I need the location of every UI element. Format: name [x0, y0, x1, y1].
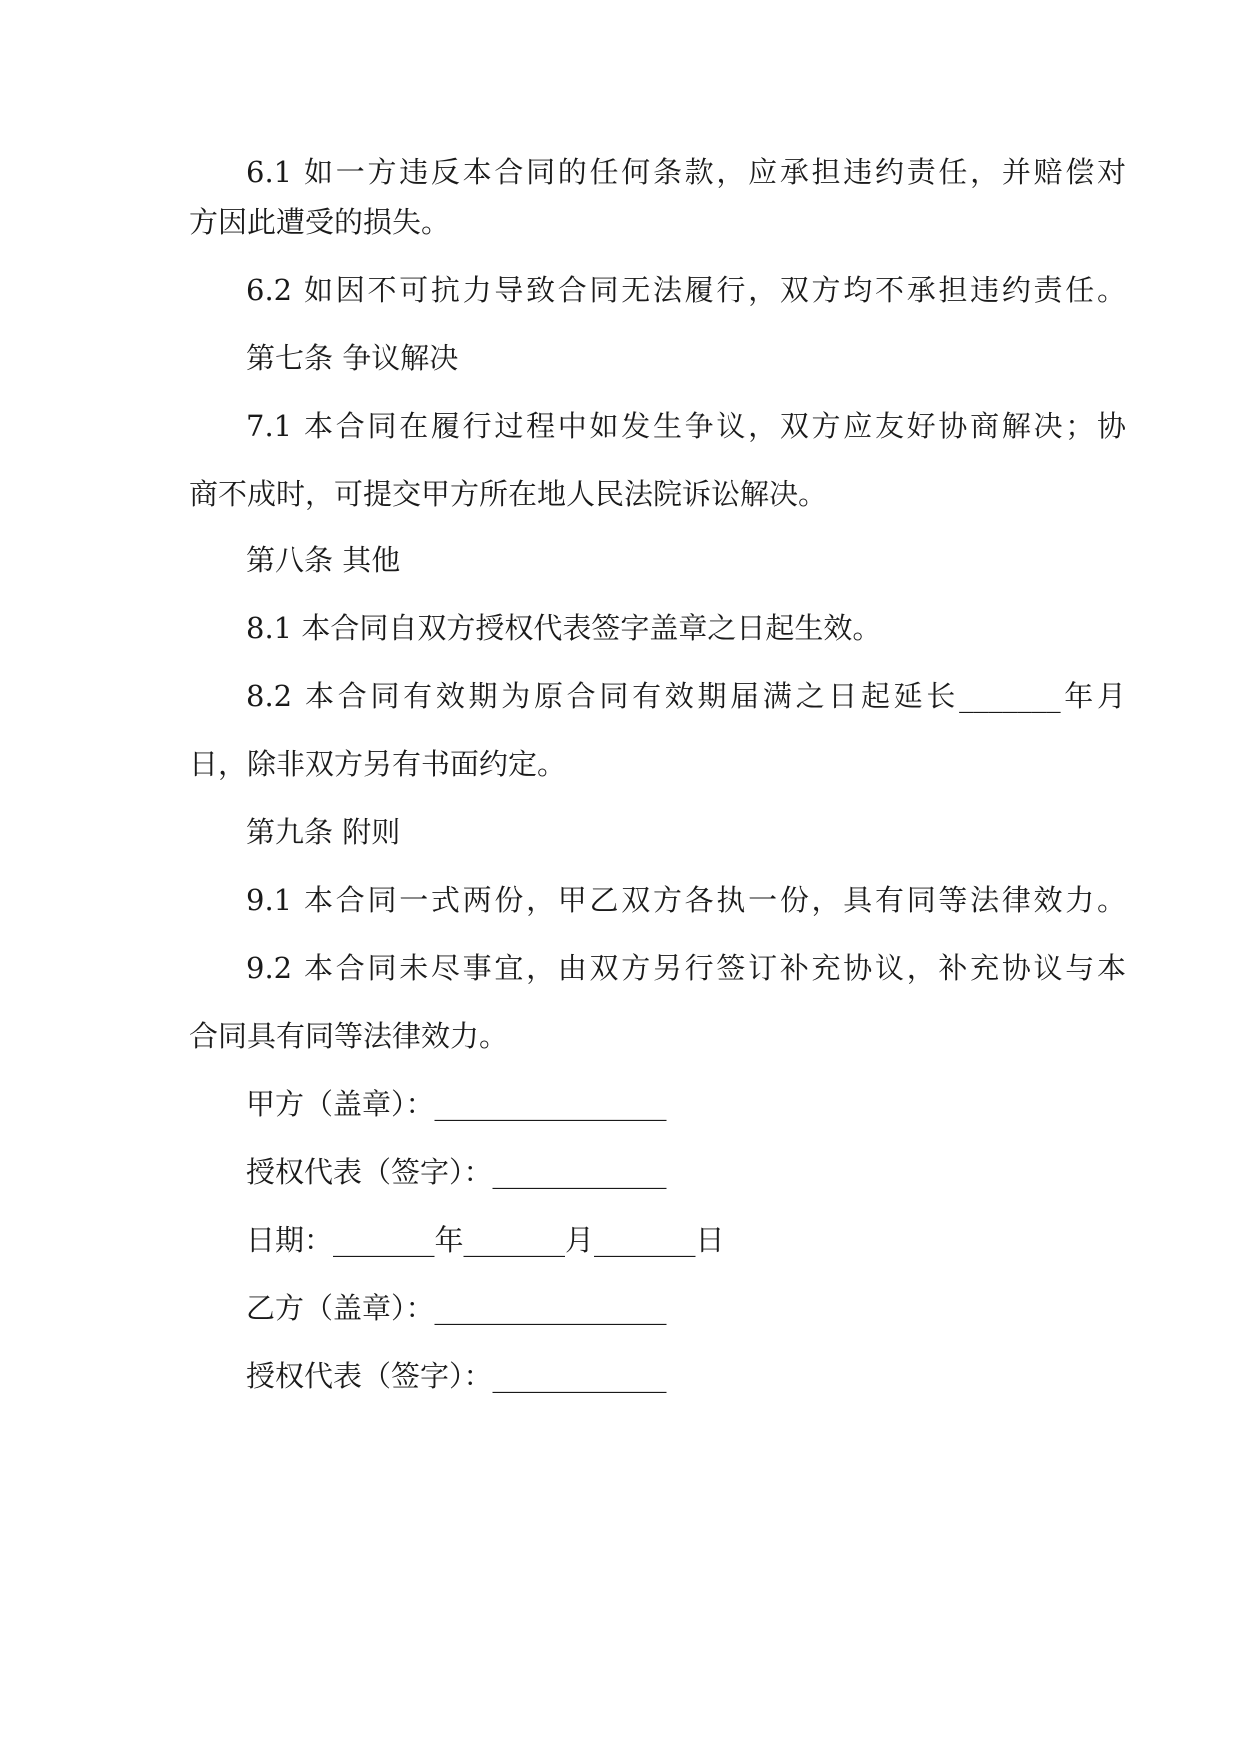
party-b-seal-field: 乙方（盖章）：________________: [246, 1291, 667, 1325]
clause-9-2-line-2: 合同具有同等法律效力。: [189, 1019, 509, 1053]
clause-8-2-line-2: 日，除非双方另有书面约定。: [189, 747, 567, 781]
party-a-seal-field: 甲方（盖章）：________________: [246, 1087, 667, 1121]
article-9-heading: 第九条 附则: [246, 815, 401, 849]
clause-6-1-line-2: 方因此遭受的损失。: [189, 205, 451, 239]
clause-9-2-line-1: 9.2 本合同未尽事宜，由双方另行签订补充协议，补充协议与本: [246, 951, 1126, 985]
date-field: 日期：_______年_______月_______日: [246, 1223, 725, 1257]
party-b-representative-field: 授权代表（签字）：____________: [246, 1359, 667, 1393]
clause-6-1-line-1: 6.1 如一方违反本合同的任何条款，应承担违约责任，并赔偿对: [246, 155, 1126, 189]
article-8-heading: 第八条 其他: [246, 543, 401, 577]
clause-9-1: 9.1 本合同一式两份，甲乙双方各执一份，具有同等法律效力。: [246, 883, 1126, 917]
clause-7-1-line-1: 7.1 本合同在履行过程中如发生争议，双方应友好协商解决；协: [246, 409, 1126, 443]
clause-6-2: 6.2 如因不可抗力导致合同无法履行，双方均不承担违约责任。: [246, 273, 1126, 307]
party-a-representative-field: 授权代表（签字）：____________: [246, 1155, 667, 1189]
article-7-heading: 第七条 争议解决: [246, 341, 459, 375]
clause-7-1-line-2: 商不成时，可提交甲方所在地人民法院诉讼解决。: [189, 477, 828, 511]
clause-8-2-line-1: 8.2 本合同有效期为原合同有效期届满之日起延长_______年月: [246, 679, 1126, 713]
clause-8-1: 8.1 本合同自双方授权代表签字盖章之日起生效。: [246, 611, 882, 645]
